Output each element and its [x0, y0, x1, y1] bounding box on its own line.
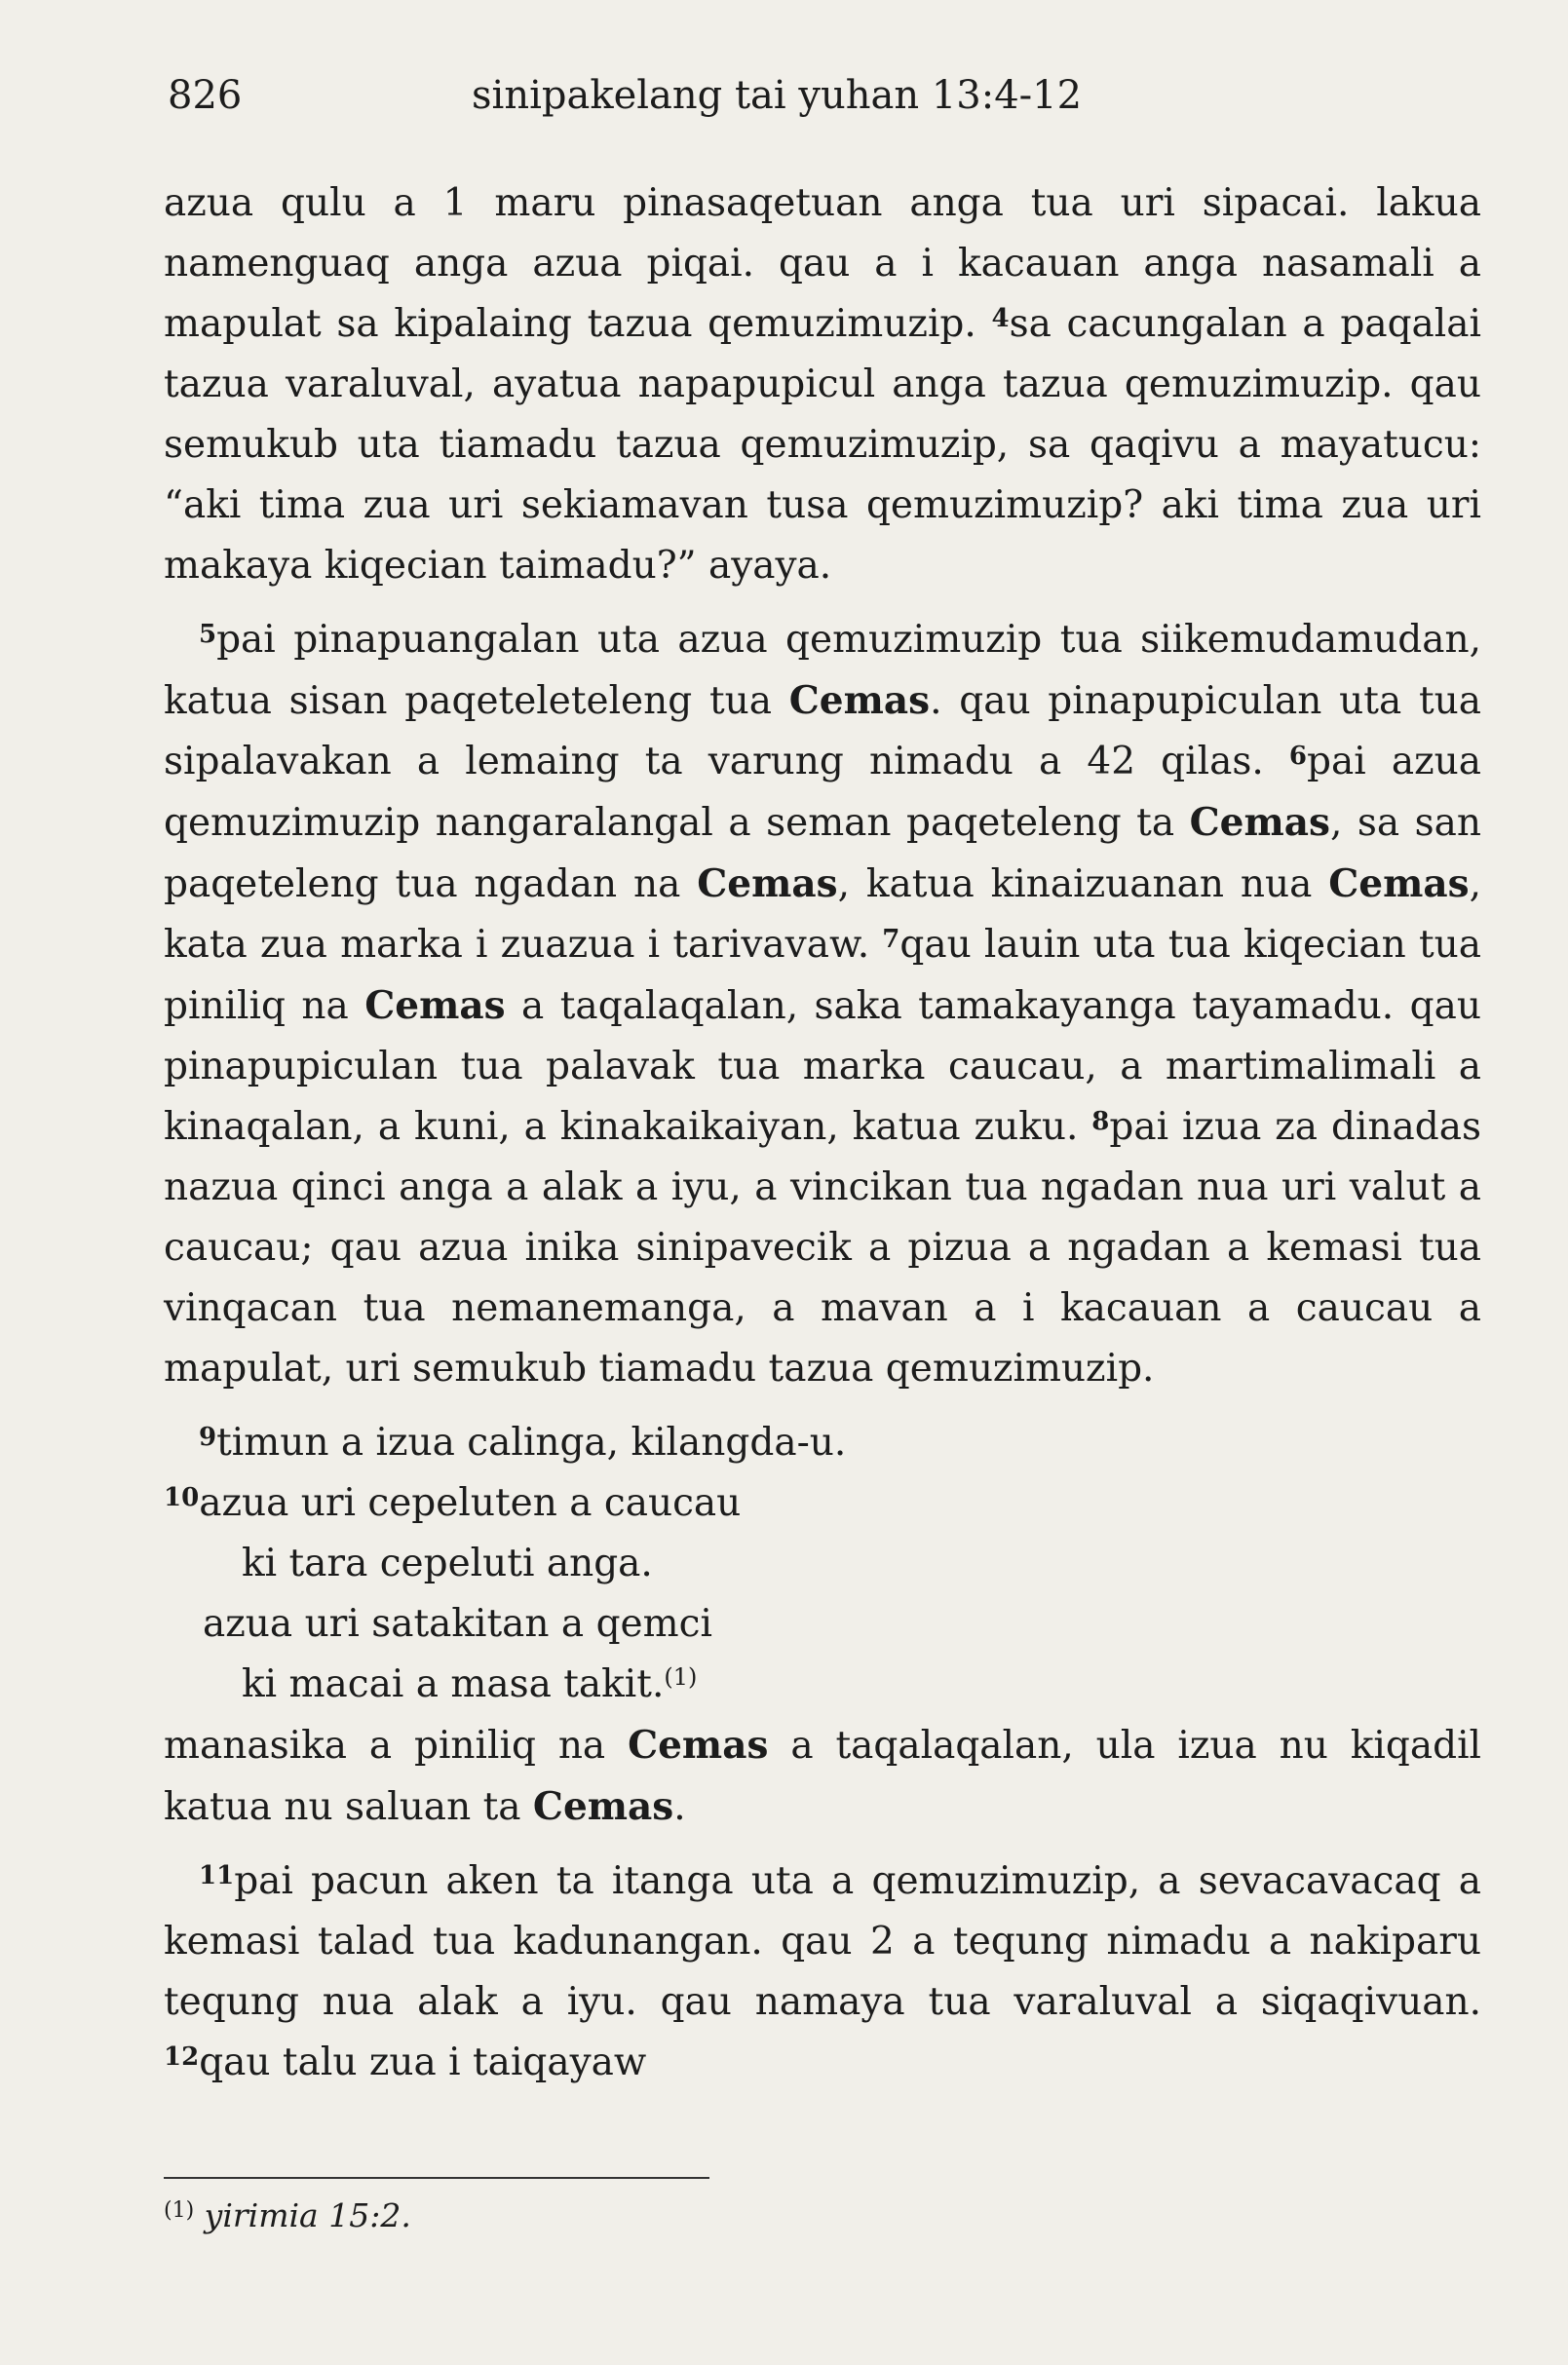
- verse-number: 9: [199, 1423, 217, 1452]
- divine-name: Cemas: [1328, 861, 1470, 906]
- verse-text: qau talu zua i taiqayaw: [199, 2041, 647, 2084]
- divine-name: Cemas: [788, 678, 931, 723]
- verse-text: a taqalaqalan, ula izua nu kiqadil katua nu saluan ta: [164, 1724, 1482, 1829]
- verse-text: qau lauin uta tua kiqecian tua piniliq na: [164, 923, 1481, 1028]
- verse-text: pai pinapuangalan uta azua qemuzimuzip tua siikemudamudan, katua sisan paqeteleteleng tua: [164, 618, 1481, 723]
- verse-text: pai azua qemuzimuzip nangaralangal a seman paqeteleng ta: [164, 740, 1481, 845]
- verse-text: a taqalaqalan, saka tamakayanga tayamadu. qau pinapupiculan tua palavak tua marka caucau, a martimalimali a kinaqalan, a kuni, a kinakaikaiyan, katua zuku.: [164, 984, 1481, 1149]
- footnote-reference-text: yirimia 15:2.: [204, 2196, 411, 2234]
- verse-number: 10: [164, 1483, 200, 1512]
- verse-text: timun a izua calinga, kilangda-u.: [216, 1421, 847, 1465]
- footnote-marker: (1): [164, 2198, 195, 2223]
- verse-text: . qau pinapupiculan uta tua sipalavakan a lemaing ta varung nimadu a 42 qilas.: [164, 679, 1481, 783]
- verse-number: 4: [991, 304, 1010, 333]
- divine-name: Cemas: [1189, 800, 1330, 845]
- divine-name: Cemas: [532, 1784, 674, 1829]
- footnote: [164, 2190, 411, 2237]
- verse-number: 11: [199, 1861, 235, 1890]
- verse-text: pai pacun aken ta itanga uta a qemuzimuzip, a sevacavacaq a kemasi talad tua kadunangan. qau 2 a tequng nimadu a nakiparu tequng nua alak a iyu. qau namaya tua varaluval a siqaqivuan.: [164, 1859, 1481, 2024]
- verse-number: 7: [882, 925, 900, 954]
- divine-name: Cemas: [628, 1723, 769, 1768]
- page-number: 826: [168, 73, 243, 118]
- verse-text: pai izua za dinadas nazua qinci anga a alak a iyu, a vincikan tua ngadan nua uri valut a caucau; qau azua inika sinipavecik a pizua a ngadan a kemasi tua vinqacan tua nemanemanga, a mavan a i kacauan a caucau a mapulat, uri semukub tiamadu tazua qemuzimuzip.: [164, 1105, 1482, 1391]
- divine-name: Cemas: [697, 861, 838, 906]
- running-header: [168, 70, 1405, 121]
- verse-text: ki tara cepeluti anga.: [242, 1542, 653, 1585]
- divine-name: Cemas: [364, 983, 506, 1028]
- paragraph: [164, 1413, 1481, 1473]
- verse-number: 6: [1288, 742, 1307, 771]
- footnote-divider: [164, 2177, 709, 2179]
- paragraph: [164, 173, 1481, 596]
- verse-text: , kata zua marka i zuazua i tarivavaw.: [164, 862, 1481, 967]
- poetry-line: [164, 1534, 1481, 1594]
- verse-number: 12: [164, 2042, 200, 2072]
- paragraph: manasika a piniliq na Cemas a taqalaqalan, ula izua nu kiqadil katua nu saluan ta Cemas.: [164, 1723, 1482, 1829]
- verse-text: manasika a piniliq na: [164, 1724, 629, 1768]
- verse-number: 5: [199, 620, 217, 649]
- poetry-line: [164, 1473, 1481, 1534]
- footnote-reference[interactable]: (1): [664, 1663, 698, 1691]
- text-body: [164, 173, 1481, 2093]
- paragraph: [164, 1851, 1481, 2093]
- verse-text: azua uri cepeluten a caucau: [199, 1481, 742, 1525]
- verse-text: , katua kinaizuanan nua: [837, 862, 1329, 906]
- verse-text: azua qulu a 1 maru pinasaqetuan anga tua uri sipacai. lakua namenguaq anga azua piqai. qau a i kacauan anga nasamali a mapulat sa kipalaing tazua qemuzimuzip.: [164, 181, 1481, 346]
- paragraph: [164, 610, 1481, 1399]
- verse-text: ki macai a masa takit.: [242, 1662, 665, 1706]
- verse-text: sa cacungalan a paqalai tazua varaluval, ayatua napapupicul anga tazua qemuzimuzip. qau semukub uta tiamadu tazua qemuzimuzip, sa qaqivu a mayatucu: “aki tima zua uri sekiamavan tusa qemuzimuzip? aki tima zua uri makaya kiqecian taimadu?” ayaya.: [164, 302, 1481, 588]
- verse-text: , sa san paqeteleng tua ngadan na: [164, 801, 1481, 906]
- running-title: sinipakelang tai yuhan 13:4-12: [472, 73, 1083, 118]
- verse-number: 8: [1091, 1107, 1110, 1136]
- verse-text: azua uri satakitan a qemci: [203, 1602, 712, 1646]
- poetry-line: [164, 1594, 1481, 1655]
- poetry-line: [164, 1655, 1481, 1715]
